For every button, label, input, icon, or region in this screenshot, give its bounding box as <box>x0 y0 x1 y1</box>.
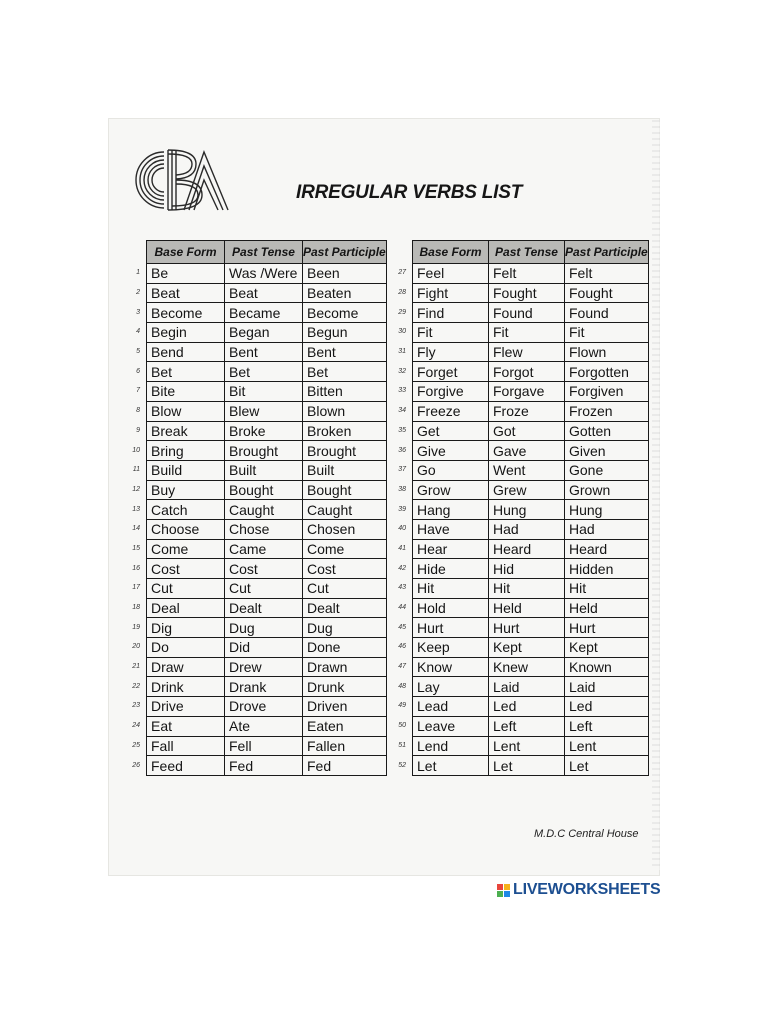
row-number: 7 <box>136 387 140 395</box>
past-participle-cell: Driven <box>303 697 387 717</box>
past-participle-cell: Been <box>303 264 387 284</box>
row-number: 21 <box>132 663 140 671</box>
past-participle-cell: Forgiven <box>565 382 649 402</box>
verbs-table-right <box>392 240 649 776</box>
table-row <box>392 638 648 658</box>
base-form-cell: Lay <box>413 677 489 697</box>
row-number: 40 <box>398 525 406 533</box>
row-number: 27 <box>398 269 406 277</box>
past-participle-cell: Built <box>303 460 387 480</box>
row-number: 4 <box>136 328 140 336</box>
row-number: 23 <box>132 702 140 710</box>
base-form-cell: Draw <box>147 657 225 677</box>
past-tense-cell: Blew <box>225 401 303 421</box>
table-row <box>392 697 648 717</box>
table-row <box>392 598 648 618</box>
past-participle-cell: Had <box>565 519 649 539</box>
past-participle-cell: Felt <box>565 264 649 284</box>
past-participle-cell: Found <box>565 303 649 323</box>
base-form-cell: Build <box>147 460 225 480</box>
row-number: 30 <box>398 328 406 336</box>
base-form-cell: Catch <box>147 500 225 520</box>
past-participle-cell: Flown <box>565 342 649 362</box>
base-form-cell: Hear <box>413 539 489 559</box>
row-number: 45 <box>398 623 406 631</box>
past-participle-cell: Cost <box>303 559 387 579</box>
base-form-cell: Blow <box>147 401 225 421</box>
base-form-cell: Lend <box>413 736 489 756</box>
row-number: 6 <box>136 367 140 375</box>
past-participle-cell: Heard <box>565 539 649 559</box>
past-tense-cell: Built <box>225 460 303 480</box>
past-participle-cell: Drawn <box>303 657 387 677</box>
base-form-cell: Feel <box>413 264 489 284</box>
row-number: 8 <box>136 407 140 415</box>
table-row <box>126 559 386 579</box>
table-row <box>126 441 386 461</box>
row-number: 47 <box>398 663 406 671</box>
past-participle-cell: Beaten <box>303 283 387 303</box>
past-participle-cell: Forgotten <box>565 362 649 382</box>
past-participle-cell: Dealt <box>303 598 387 618</box>
base-form-cell: Freeze <box>413 401 489 421</box>
past-tense-cell: Lent <box>489 736 565 756</box>
base-form-cell: Beat <box>147 283 225 303</box>
row-number: 1 <box>136 269 140 277</box>
past-participle-cell: Known <box>565 657 649 677</box>
row-number: 16 <box>132 564 140 572</box>
table-header-row <box>126 241 386 264</box>
row-number: 26 <box>132 761 140 769</box>
table-row <box>126 480 386 500</box>
base-form-cell: Bet <box>147 362 225 382</box>
number-header <box>126 241 147 264</box>
row-number: 12 <box>132 485 140 493</box>
past-participle-cell: Bent <box>303 342 387 362</box>
past-tense-cell: Knew <box>489 657 565 677</box>
base-form-cell: Give <box>413 441 489 461</box>
base-form-cell: Keep <box>413 638 489 658</box>
liveworksheets-brand <box>497 881 660 899</box>
table-row <box>126 283 386 303</box>
past-tense-cell: Had <box>489 519 565 539</box>
row-number: 2 <box>136 289 140 297</box>
past-tense-cell: Got <box>489 421 565 441</box>
row-number: 36 <box>398 446 406 454</box>
row-number: 39 <box>398 505 406 513</box>
past-participle-cell: Hidden <box>565 559 649 579</box>
table-row <box>126 638 386 658</box>
base-form-cell: Cut <box>147 579 225 599</box>
past-tense-cell: Found <box>489 303 565 323</box>
table-row <box>126 657 386 677</box>
row-number: 19 <box>132 623 140 631</box>
past-tense-cell: Fought <box>489 283 565 303</box>
past-participle-cell: Let <box>565 756 649 776</box>
row-number: 38 <box>398 485 406 493</box>
table-row <box>126 323 386 343</box>
row-number: 37 <box>398 466 406 474</box>
past-tense-cell: Let <box>489 756 565 776</box>
past-tense-cell: Drew <box>225 657 303 677</box>
past-tense-cell: Held <box>489 598 565 618</box>
past-tense-cell: Did <box>225 638 303 658</box>
base-form-cell: Break <box>147 421 225 441</box>
past-participle-cell: Kept <box>565 638 649 658</box>
base-form-cell: Do <box>147 638 225 658</box>
row-number: 24 <box>132 722 140 730</box>
past-tense-cell: Drank <box>225 677 303 697</box>
past-participle-cell: Begun <box>303 323 387 343</box>
footer-credit: M.D.C Central House <box>534 828 639 840</box>
row-number: 25 <box>132 741 140 749</box>
past-participle-cell: Fallen <box>303 736 387 756</box>
table-row <box>126 342 386 362</box>
base-form-cell: Eat <box>147 716 225 736</box>
row-number: 18 <box>132 604 140 612</box>
past-tense-cell: Went <box>489 460 565 480</box>
row-number: 50 <box>398 722 406 730</box>
table-row <box>126 618 386 638</box>
past-participle-cell: Come <box>303 539 387 559</box>
table-row <box>126 677 386 697</box>
table-row <box>126 598 386 618</box>
past-tense-cell: Left <box>489 716 565 736</box>
base-form-cell: Grow <box>413 480 489 500</box>
table-row <box>126 264 386 284</box>
past-tense-cell: Drove <box>225 697 303 717</box>
past-participle-cell: Given <box>565 441 649 461</box>
liveworksheets-logo-icon <box>497 884 510 897</box>
past-tense-cell: Dug <box>225 618 303 638</box>
row-number: 48 <box>398 682 406 690</box>
past-participle-cell: Brought <box>303 441 387 461</box>
base-form-cell: Get <box>413 421 489 441</box>
row-number: 10 <box>132 446 140 454</box>
row-number: 42 <box>398 564 406 572</box>
table-row <box>392 401 648 421</box>
base-form-cell: Know <box>413 657 489 677</box>
past-tense-cell: Began <box>225 323 303 343</box>
past-participle-cell: Laid <box>565 677 649 697</box>
past-participle-cell: Bitten <box>303 382 387 402</box>
past-tense-cell: Forgot <box>489 362 565 382</box>
verbs-table-left <box>126 240 387 776</box>
past-participle-cell: Bought <box>303 480 387 500</box>
row-number: 41 <box>398 544 406 552</box>
table-row <box>392 756 648 776</box>
past-tense-cell: Froze <box>489 401 565 421</box>
number-header <box>392 241 413 264</box>
table-row <box>126 756 386 776</box>
page-title: IRREGULAR VERBS LIST <box>296 182 523 203</box>
row-number: 15 <box>132 544 140 552</box>
table-row <box>126 539 386 559</box>
table-row <box>392 480 648 500</box>
table-row <box>126 716 386 736</box>
table-row <box>392 579 648 599</box>
past-participle-cell: Left <box>565 716 649 736</box>
past-tense-cell: Beat <box>225 283 303 303</box>
table-row <box>392 460 648 480</box>
base-form-cell: Drink <box>147 677 225 697</box>
past-tense-cell: Bit <box>225 382 303 402</box>
table-row <box>392 677 648 697</box>
past-participle-cell: Gotten <box>565 421 649 441</box>
row-number: 13 <box>132 505 140 513</box>
table-row <box>392 323 648 343</box>
base-form-cell: Bring <box>147 441 225 461</box>
table-row <box>392 421 648 441</box>
base-form-cell: Find <box>413 303 489 323</box>
row-number: 46 <box>398 643 406 651</box>
past-participle-cell: Lent <box>565 736 649 756</box>
base-form-cell: Begin <box>147 323 225 343</box>
past-participle-cell: Led <box>565 697 649 717</box>
past-participle-cell: Dug <box>303 618 387 638</box>
base-form-cell: Choose <box>147 519 225 539</box>
base-form-cell: Fight <box>413 283 489 303</box>
past-participle-cell: Blown <box>303 401 387 421</box>
table-row <box>126 382 386 402</box>
school-logo <box>124 146 232 214</box>
row-number: 51 <box>398 741 406 749</box>
past-tense-cell: Hung <box>489 500 565 520</box>
header-base-form: Base Form <box>147 241 225 264</box>
past-participle-cell: Fit <box>565 323 649 343</box>
past-tense-cell: Caught <box>225 500 303 520</box>
past-tense-cell: Felt <box>489 264 565 284</box>
past-tense-cell: Laid <box>489 677 565 697</box>
past-participle-cell: Bet <box>303 362 387 382</box>
base-form-cell: Have <box>413 519 489 539</box>
past-participle-cell: Held <box>565 598 649 618</box>
base-form-cell: Fit <box>413 323 489 343</box>
base-form-cell: Dig <box>147 618 225 638</box>
brand-name: LIVEWORKSHEETS <box>513 881 661 898</box>
base-form-cell: Come <box>147 539 225 559</box>
row-number: 44 <box>398 604 406 612</box>
past-participle-cell: Chosen <box>303 519 387 539</box>
past-participle-cell: Fought <box>565 283 649 303</box>
past-participle-cell: Become <box>303 303 387 323</box>
table-row <box>392 264 648 284</box>
row-number: 52 <box>398 761 406 769</box>
table-row <box>126 697 386 717</box>
scan-edge-artifact <box>652 120 660 870</box>
past-tense-cell: Fit <box>489 323 565 343</box>
past-participle-cell: Grown <box>565 480 649 500</box>
base-form-cell: Drive <box>147 697 225 717</box>
table-row <box>126 362 386 382</box>
header-base-form: Base Form <box>413 241 489 264</box>
past-tense-cell: Bought <box>225 480 303 500</box>
table-header-row <box>392 241 648 264</box>
row-number: 32 <box>398 367 406 375</box>
past-tense-cell: Chose <box>225 519 303 539</box>
base-form-cell: Let <box>413 756 489 776</box>
past-tense-cell: Hurt <box>489 618 565 638</box>
past-participle-cell: Hurt <box>565 618 649 638</box>
table-row <box>392 283 648 303</box>
base-form-cell: Be <box>147 264 225 284</box>
base-form-cell: Bite <box>147 382 225 402</box>
base-form-cell: Fly <box>413 342 489 362</box>
past-tense-cell: Heard <box>489 539 565 559</box>
table-row <box>392 618 648 638</box>
base-form-cell: Hang <box>413 500 489 520</box>
table-row <box>392 559 648 579</box>
past-tense-cell: Gave <box>489 441 565 461</box>
past-tense-cell: Broke <box>225 421 303 441</box>
base-form-cell: Hit <box>413 579 489 599</box>
row-number: 33 <box>398 387 406 395</box>
row-number: 17 <box>132 584 140 592</box>
table-row <box>126 736 386 756</box>
row-number: 31 <box>398 348 406 356</box>
table-row <box>392 362 648 382</box>
row-number: 14 <box>132 525 140 533</box>
table-row <box>392 736 648 756</box>
table-row <box>126 460 386 480</box>
row-number: 3 <box>136 308 140 316</box>
table-row <box>126 519 386 539</box>
past-participle-cell: Hit <box>565 579 649 599</box>
past-participle-cell: Broken <box>303 421 387 441</box>
past-tense-cell: Became <box>225 303 303 323</box>
row-number: 43 <box>398 584 406 592</box>
table-row <box>392 342 648 362</box>
past-tense-cell: Bet <box>225 362 303 382</box>
table-row <box>392 303 648 323</box>
row-number: 49 <box>398 702 406 710</box>
base-form-cell: Lead <box>413 697 489 717</box>
past-tense-cell: Cost <box>225 559 303 579</box>
table-row <box>126 421 386 441</box>
past-tense-cell: Was /Were <box>225 264 303 284</box>
base-form-cell: Buy <box>147 480 225 500</box>
past-tense-cell: Bent <box>225 342 303 362</box>
row-number: 5 <box>136 348 140 356</box>
past-tense-cell: Hid <box>489 559 565 579</box>
base-form-cell: Hurt <box>413 618 489 638</box>
base-form-cell: Bend <box>147 342 225 362</box>
header-past-participle: Past Participle <box>303 241 387 264</box>
table-row <box>392 382 648 402</box>
row-number: 29 <box>398 308 406 316</box>
table-row <box>126 303 386 323</box>
past-participle-cell: Gone <box>565 460 649 480</box>
past-participle-cell: Caught <box>303 500 387 520</box>
row-number: 34 <box>398 407 406 415</box>
past-tense-cell: Led <box>489 697 565 717</box>
base-form-cell: Go <box>413 460 489 480</box>
past-tense-cell: Fed <box>225 756 303 776</box>
past-tense-cell: Kept <box>489 638 565 658</box>
past-tense-cell: Grew <box>489 480 565 500</box>
past-tense-cell: Ate <box>225 716 303 736</box>
row-number: 11 <box>132 466 140 474</box>
past-tense-cell: Forgave <box>489 382 565 402</box>
table-row <box>392 519 648 539</box>
row-number: 9 <box>136 426 140 434</box>
past-participle-cell: Done <box>303 638 387 658</box>
base-form-cell: Forget <box>413 362 489 382</box>
header-past-tense: Past Tense <box>225 241 303 264</box>
base-form-cell: Deal <box>147 598 225 618</box>
past-tense-cell: Flew <box>489 342 565 362</box>
table-row <box>392 657 648 677</box>
past-tense-cell: Cut <box>225 579 303 599</box>
table-row <box>392 441 648 461</box>
table-row <box>392 716 648 736</box>
header-past-participle: Past Participle <box>565 241 649 264</box>
base-form-cell: Cost <box>147 559 225 579</box>
row-number: 22 <box>132 682 140 690</box>
table-row <box>126 401 386 421</box>
table-row <box>126 579 386 599</box>
past-tense-cell: Brought <box>225 441 303 461</box>
header-past-tense: Past Tense <box>489 241 565 264</box>
past-participle-cell: Frozen <box>565 401 649 421</box>
past-tense-cell: Fell <box>225 736 303 756</box>
base-form-cell: Become <box>147 303 225 323</box>
base-form-cell: Hold <box>413 598 489 618</box>
past-tense-cell: Dealt <box>225 598 303 618</box>
base-form-cell: Leave <box>413 716 489 736</box>
past-tense-cell: Came <box>225 539 303 559</box>
base-form-cell: Hide <box>413 559 489 579</box>
past-participle-cell: Drunk <box>303 677 387 697</box>
base-form-cell: Fall <box>147 736 225 756</box>
table-row <box>126 500 386 520</box>
table-row <box>392 500 648 520</box>
table-row <box>392 539 648 559</box>
row-number: 20 <box>132 643 140 651</box>
past-participle-cell: Hung <box>565 500 649 520</box>
row-number: 35 <box>398 426 406 434</box>
past-tense-cell: Hit <box>489 579 565 599</box>
past-participle-cell: Eaten <box>303 716 387 736</box>
base-form-cell: Forgive <box>413 382 489 402</box>
past-participle-cell: Cut <box>303 579 387 599</box>
row-number: 28 <box>398 289 406 297</box>
past-participle-cell: Fed <box>303 756 387 776</box>
base-form-cell: Feed <box>147 756 225 776</box>
